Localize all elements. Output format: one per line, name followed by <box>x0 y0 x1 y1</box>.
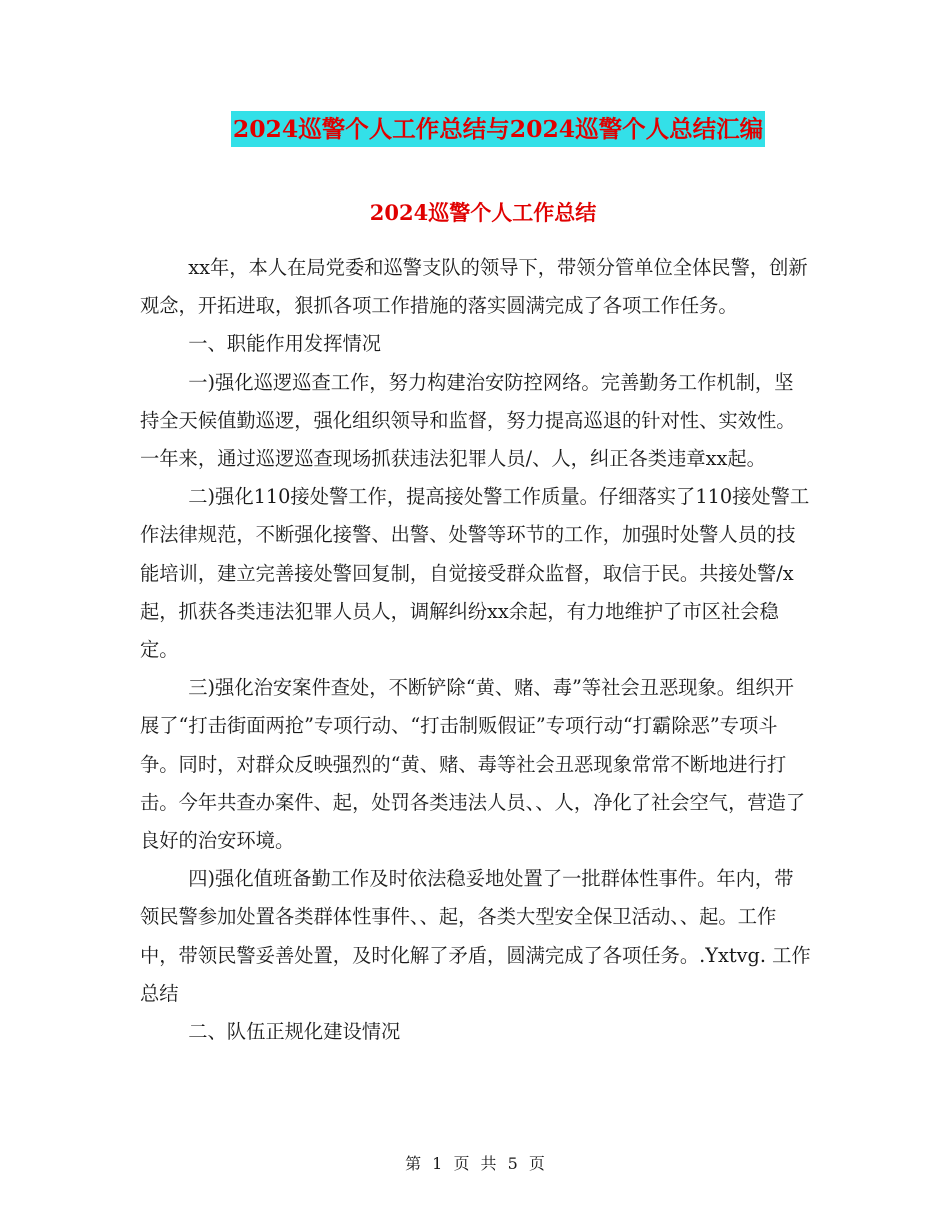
paragraph-item-1: 一)强化巡逻巡查工作，努力构建治安防控网络。完善勤务工作机制，坚持全天候值勤巡逻，强化组织领导和监督，努力提高巡退的针对性、实效性。一年来，通过巡逻巡查现场抓获违法犯罪人员/、人，纠正各类违章xx起。 <box>140 370 796 471</box>
paragraph-item-2: 二)强化110接处警工作，提高接处警工作质量。仔细落实了110接处警工作法律规范，不断强化接警、出警、处警等环节的工作，加强时处警人员的技能培训，建立完善接处警回复制，自觉接受群众监督，取信于民。共接处警/x起，抓获各类违法犯罪人员人，调解纠纷xx余起，有力地维护了市区社会稳定。 <box>140 485 810 662</box>
paragraph-item-3: 三)强化治安案件查处，不断铲除“黄、赌、毒”等社会丑恶现象。组织开展了“打击街面两抢”专项行动、“打击制贩假证”专项行动“打霸除恶”专项斗争。同时，对群众反映强烈的“黄、赌、毒等社会丑恶现象常常不断地进行打击。今年共查办案件、起，处罚各类违法人员、、人，净化了社会空气，营造了良好的治安环境。 <box>140 676 806 853</box>
main-title: 2024巡警个人工作总结与2024巡警个人总结汇编 <box>231 111 765 147</box>
section-title: 2024巡警个人工作总结 <box>369 200 597 225</box>
paragraph-intro: xx年，本人在局党委和巡警支队的领导下，带领分管单位全体民警，创新观念，开拓进取，狠抓各项工作措施的落实圆满完成了各项工作任务。 <box>140 256 808 318</box>
main-title-container <box>0 111 950 147</box>
heading-section-1: 一、职能作用发挥情况 <box>188 332 382 356</box>
paragraph-item-4: 四)强化值班备勤工作及时依法稳妥地处置了一批群体性事件。年内，带领民警参加处置各类群体性事件、、起，各类大型安全保卫活动、、起。工作中，带领民警妥善处置，及时化解了矛盾，圆满完成了各项任务。.Yxtvg. 工作总结 <box>140 867 811 1005</box>
heading-section-2: 二、队伍正规化建设情况 <box>188 1020 401 1044</box>
document-body <box>140 249 812 1051</box>
page-footer: 第 1 页 共 5 页 <box>405 1154 545 1173</box>
